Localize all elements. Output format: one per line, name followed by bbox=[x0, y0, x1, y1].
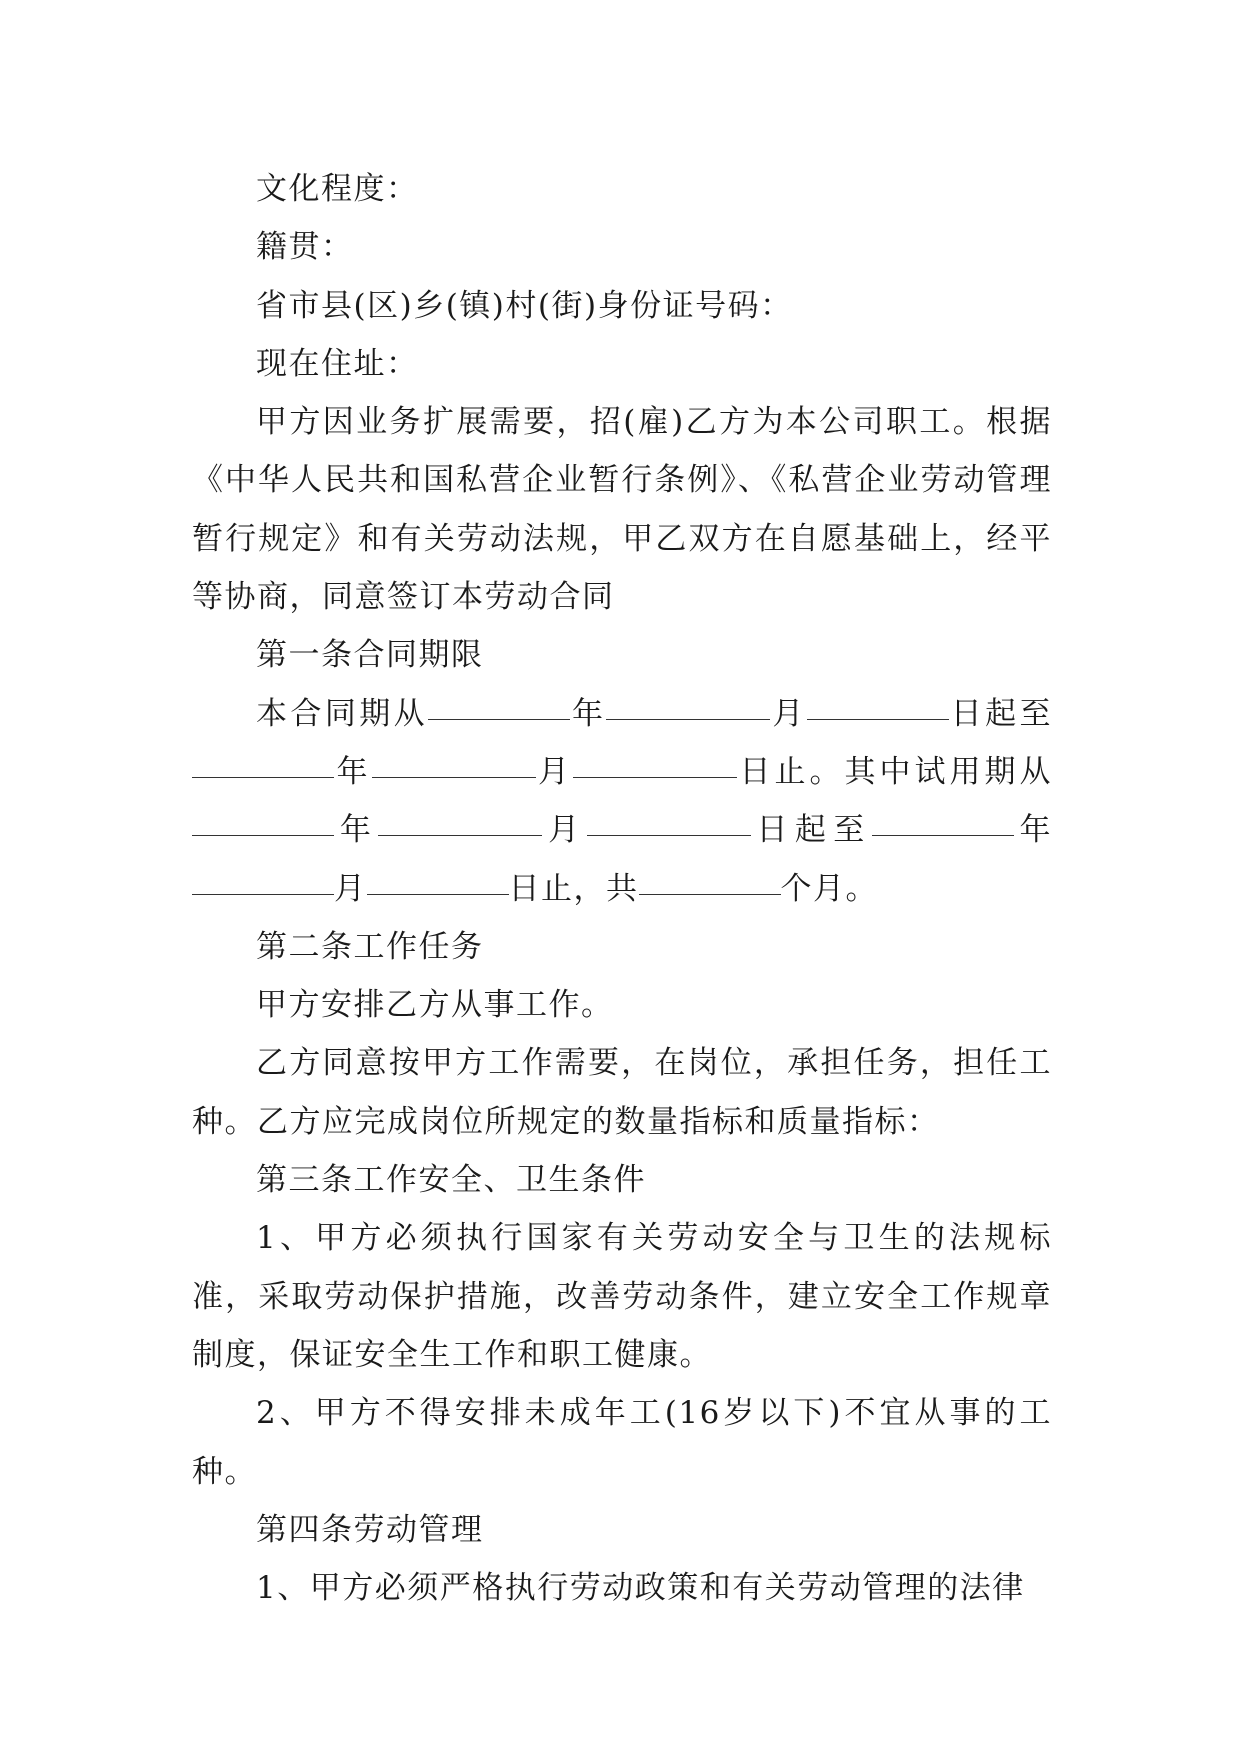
current-address-line: 现在住址： bbox=[256, 345, 419, 382]
article-4-paragraph-1: 1、甲方必须严格执行劳动政策和有关劳动管理的法律 bbox=[256, 1570, 1025, 1607]
term-text-2: 年 bbox=[570, 695, 607, 732]
article-2-paragraph-2: 乙方同意按甲方工作需要，在岗位，承担任务，担任工种。乙方应完成岗位所规定的数量指标和质量指标： bbox=[192, 1045, 1052, 1140]
blank-underline bbox=[378, 834, 542, 836]
article-4-title: 第四条劳动管理 bbox=[256, 1511, 484, 1548]
term-text-1: 本合同期从 bbox=[256, 695, 429, 732]
blank-underline bbox=[587, 834, 751, 836]
term-text-9: 月 bbox=[542, 812, 587, 849]
native-place-line: 籍贯： bbox=[256, 229, 354, 266]
term-text-14: 个月。 bbox=[780, 870, 878, 907]
blank-underline bbox=[872, 834, 1014, 836]
article-3-title: 第三条工作安全、卫生条件 bbox=[256, 1162, 646, 1199]
term-text-12: 月 bbox=[334, 870, 367, 907]
blank-underline bbox=[807, 718, 949, 720]
article-1-title: 第一条合同期限 bbox=[256, 637, 484, 674]
contract-term-paragraph bbox=[192, 685, 1052, 918]
term-text-13: 日止，共 bbox=[508, 870, 639, 907]
article-2-title: 第二条工作任务 bbox=[256, 928, 484, 965]
term-text-4: 日起至 bbox=[948, 695, 1053, 732]
term-text-11: 年 bbox=[1013, 812, 1053, 849]
blank-underline bbox=[372, 776, 536, 778]
blank-underline bbox=[192, 893, 334, 895]
blank-underline bbox=[639, 893, 781, 895]
contract-body bbox=[192, 160, 1052, 1617]
article-3-paragraph-1: 1、甲方必须执行国家有关劳动安全与卫生的法规标准，采取劳动保护措施，改善劳动条件，建立安全工作规章制度，保证安全生工作和职工健康。 bbox=[192, 1220, 1052, 1373]
blank-underline bbox=[573, 776, 737, 778]
blank-underline bbox=[367, 893, 509, 895]
term-text-8: 年 bbox=[334, 812, 379, 849]
preamble-paragraph: 甲方因业务扩展需要，招(雇)乙方为本公司职工。根据《中华人民共和国私营企业暂行条例》、《私营企业劳动管理暂行规定》和有关劳动法规，甲乙双方在自愿基础上，经平等协商，同意签订本劳动合同 bbox=[192, 404, 1052, 616]
article-2-paragraph-1: 甲方安排乙方从事工作。 bbox=[256, 987, 614, 1024]
blank-underline bbox=[192, 834, 334, 836]
education-line: 文化程度： bbox=[256, 171, 419, 207]
blank-underline bbox=[606, 718, 770, 720]
term-text-7: 日止。其中试用期从 bbox=[737, 753, 1052, 790]
term-text-6: 月 bbox=[535, 753, 573, 790]
term-text-5: 年 bbox=[334, 753, 372, 790]
address-id-line: 省市县(区)乡(镇)村(街)身份证号码： bbox=[256, 287, 793, 324]
blank-underline bbox=[428, 718, 570, 720]
article-3-paragraph-2: 2、甲方不得安排未成年工(16岁以下)不宜从事的工种。 bbox=[192, 1395, 1052, 1490]
term-text-3: 月 bbox=[770, 695, 807, 732]
term-text-10: 日起至 bbox=[750, 812, 872, 849]
blank-underline bbox=[192, 776, 334, 778]
